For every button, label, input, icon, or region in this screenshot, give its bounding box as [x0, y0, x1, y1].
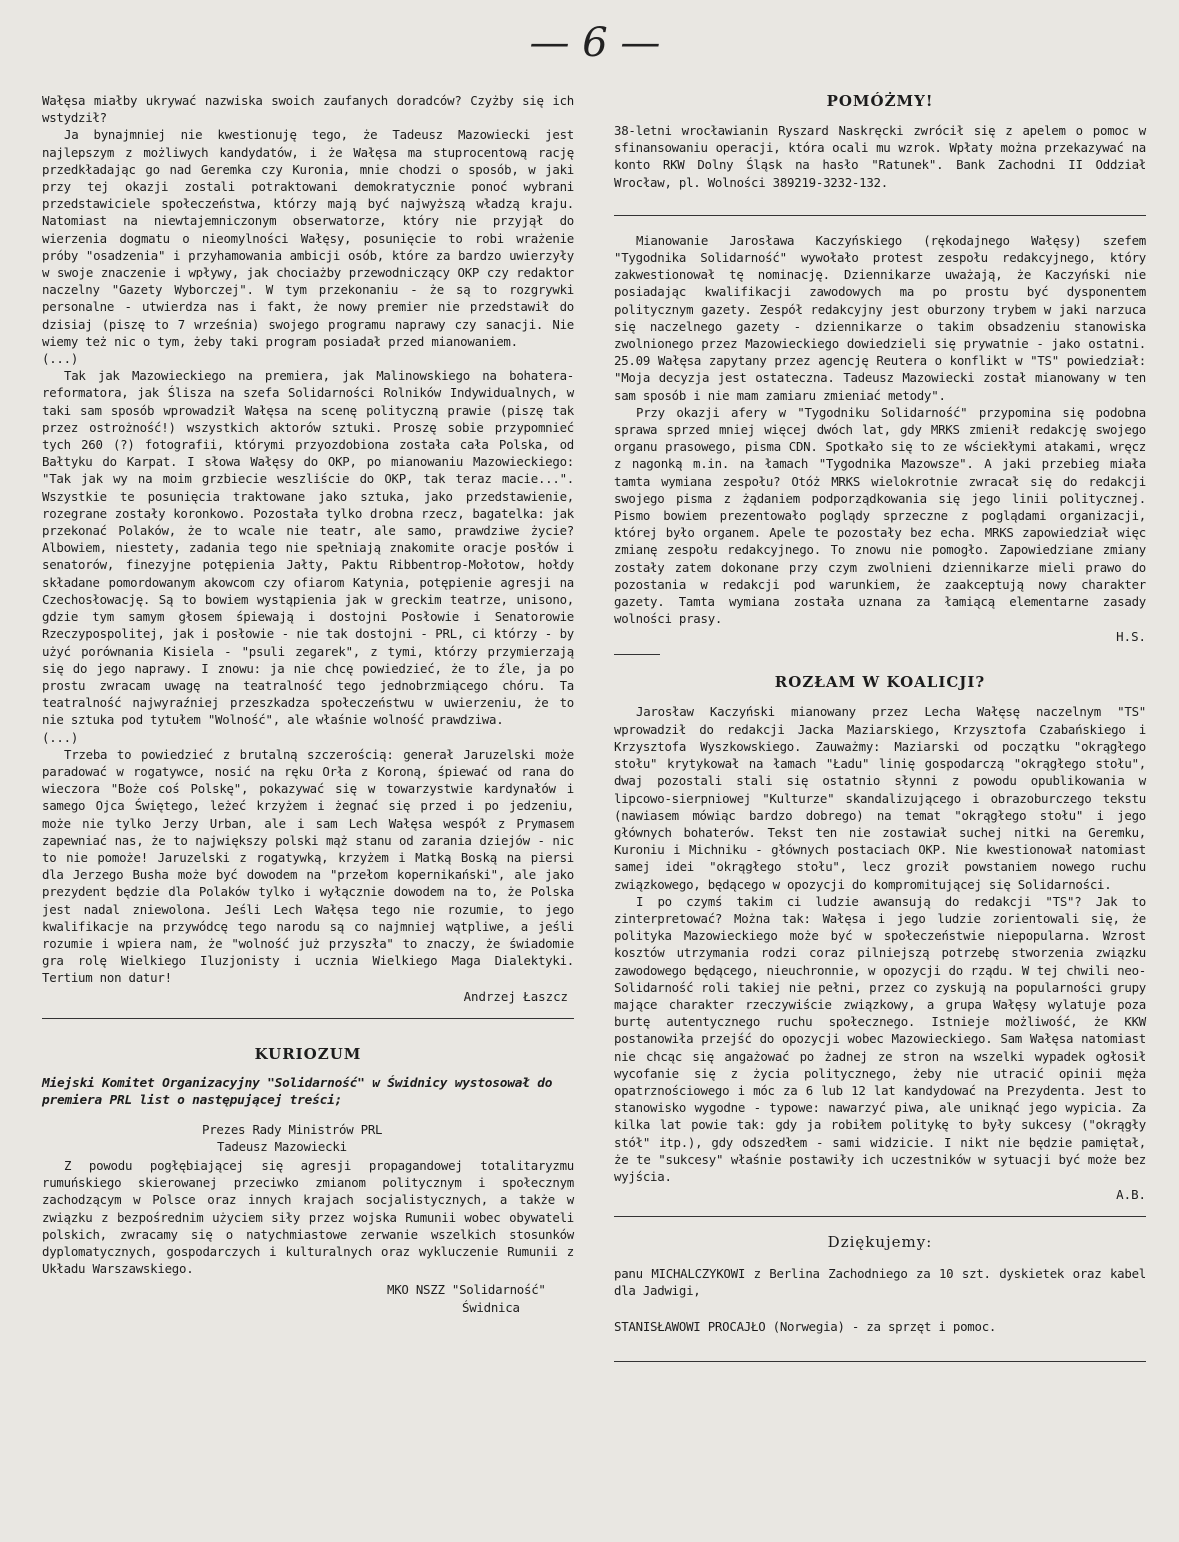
dziekujemy-line: STANISŁAWOWI PROCAJŁO (Norwegia) - za sprzęt i pomoc.	[614, 1318, 997, 1334]
kuriozum-addressee: Tadeusz Mazowiecki	[217, 1138, 347, 1154]
article-author: Andrzej Łaszcz	[463, 988, 568, 1004]
ts-author: H.S.	[1116, 629, 1146, 645]
article-ellipsis: (...)	[42, 351, 79, 367]
article-paragraph: Trzeba to powiedzieć z brutalną szczerością: generał Jaruzelski może paradować w rogatywce, nosić na ręku Orła z Koroną, śpiewać od rana do wieczora "Boże coś Polskę", pokazywać się w towarzystwie kardynałów i samego Ojca Świętego, leżeć krzyżem i żegnać się przed i po jedzeniu, może nie tylko Jerzy Urban, ale i sam Lech Wałęsa wespół z Prymasem zapewniać nas, że to największy polski mąż stanu od zarania dziejów - nic to nie pomoże! Jaruzelski z rogatywką, krzyżem i Matką Boską na piersi dla Jerzego Busha może być dowodem na "przełom kopernikański", ale jako prezydent będzie dla Polaków tylko i wyłącznie dowodem na to, że Polska jest nadal zniewolona. Jeśli Lech Wałęsa tego nie rozumie, to jego kwalifikacje na przywódcę tego narodu są co najmniej wątpliwe, a jeśli rozumie i wpiera nam, że "wolność już przyszła" to znaczy, że świadomie gra rolę Wielkiego Iluzjonisty i ucznia Wielkiego Maga Dialektyki. Tertium non datur!	[42, 746, 582, 986]
kuriozum-body: Z powodu pogłębiającej się agresji propagandowej totalitaryzmu rumuńskiego skierowanej przeciwko zmianom politycznym i społecznym zachodzącym w Polsce oraz innych krajach socjalistycznych, a także w związku z bezpośrednim użyciem siły przez wojska Rumunii wobec obywateli polskich, zwracamy się o natychmiastowe zerwanie wszelkich stosunków dyplomatycznych, gospodarczych i kulturalnych oraz wykluczenie Rumunii z Układu Warszawskiego.	[42, 1157, 582, 1277]
rozlam-heading: ROZŁAM W KOALICJI?	[774, 673, 986, 692]
divider	[614, 1361, 1146, 1362]
dziekujemy-heading: Dziękujemy:	[827, 1233, 933, 1252]
divider-short	[614, 654, 660, 655]
right-column	[614, 92, 1154, 1362]
kuriozum-intro: Miejski Komitet Organizacyjny "Solidarność" w Świdnicy wystosował do premiera PRL list o następującej treści;	[42, 1075, 553, 1108]
article-ellipsis: (...)	[42, 729, 79, 745]
divider	[42, 1018, 574, 1019]
pomozmy-body: 38-letni wrocławianin Ryszard Naskręcki zwrócił się z apelem o pomoc w sfinansowaniu operacji, która ocali mu wzrok. Wpłaty można przekazywać na konto RKW Dolny Śląsk na hasło "Ratunek". Bank Zachodni II Oddział Wrocław, pl. Wolności 389219-3232-132.	[614, 123, 1154, 190]
ts-paragraph: Przy okazji afery w "Tygodniku Solidarność" przypomina się podobna sprawa sprzed mniej więcej dwóch lat, gdy MRKS zmienił redakcję swojego organu prasowego, pisma CDN. Spotkało się to ze wściekłymi atakami, wręcz z nagonką m.in. na łamach "Tygodnika Mazowsze". A jaki przebieg miała tamta wymiana zespołu? Otóż MRKS wielokrotnie zwracał się do redakcji swojego pisma z żądaniem podporządkowania się jego linii politycznej. Pismo bowiem prezentowało poglądy sprzeczne z poglądami organizacji, której było organem. Apele te pozostały bez echa. MRKS zapowiedział więc zmianę zespołu redakcyjnego. To znowu nie pomogło. Zapowiedziane zmiany zostały zatem dokonane przy czym zwolnieni dziennikarze mieli prawo do pozostania w redakcji pod warunkiem, że zaakceptują nowy charakter gazety. Tamta wymiana została uznana za łamiącą elementarne zasady wolności prasy.	[614, 404, 1154, 627]
ts-paragraph: Mianowanie Jarosława Kaczyńskiego (rękodajnego Wałęsy) szefem "Tygodnika Solidarność" wywołało protest zespołu redakcyjnego, który zakwestionował tę nominację. Dziennikarze uważają, że Kaczyński nie posiadając kwalifikacji zawodowych ma po prostu być dysponentem politycznym gazety. Zespół redakcyjny jest oburzony trybem w jaki narzuca się naczelnego gazety - dziennikarze o takim obsadzeniu stanowiska zwolnionego przez Mazowieckiego dowiedzieli się prywatnie - jako ostatni. 25.09 Wałęsa zapytany przez agencję Reutera o konflikt w "TS" powiedział: "Moja decyzja jest ostateczna. Tadeusz Mazowiecki został mianowany w ten sam sposób i nie mam zamiaru zmieniać metody".	[614, 232, 1154, 403]
divider	[614, 1216, 1146, 1217]
divider	[614, 215, 1146, 216]
kuriozum-heading: KURIOZUM	[254, 1044, 362, 1063]
rozlam-paragraph: Jarosław Kaczyński mianowany przez Lecha Wałęsę naczelnym "TS" wprowadził do redakcji Jacka Maziarskiego, Krzysztofa Czabańskiego i Krzysztofa Wyszkowskiego. Zauważmy: Maziarski od początku "okrągłego stołu" krytykował na łamach "Ładu" linię gospodarczą "okrągłego stołu", dwaj pozostali stali się ostatnio słynni z powodu opublikowania w lipcowo-sierpniowej "Kulturze" skandalizującego i obrazoburczego tekstu (nawiasem mówiąc bardzo dobrego) na temat "okrągłego stołu" i jego głównych bohaterów. Tekst ten nie zostawiał suchej nitki na Geremku, Kuroniu i Michniku - głównych postaciach OKP. Nie kwestionował natomiast samej idei "okrągłego stołu", lecz groził powstaniem nowego ruchu związkowego, będącego w opozycji do kompromitującej się Solidarności.	[614, 704, 1154, 892]
article-paragraph: Tak jak Mazowieckiego na premiera, jak Malinowskiego na bohatera-reformatora, jak Ślisza na szefa Solidarności Rolników Indywidualnych, w taki sam sposób wprowadził Wałęsa na scenę polityczną prawie (piszę tak przez ostrożność!) wszystkich aktorów sztuki. Proszę sobie przypomnieć tych 260 (?) fotografii, którymi przyozdobiona została cała Polska, od Bałtyku do Karpat. I słowa Wałęsy do OKP, po mianowaniu Mazowieckiego: "Tak jak wy na moim grzbiecie weszliście do OKP, tak teraz macie...". Wszystkie te posunięcia traktowane jako sztuka, jako przedstawienie, rozegrane zostały koronkowo. Pozostała tylko drobna rzecz, bagatelka: jak przekonać Polaków, że to wcale nie teatr, ale samo, prawdziwe życie? Albowiem, niestety, zadania tego nie spełniają znakomite oracje posłów i senatorów, finezyjne potępienia Jałty, Paktu Ribbentrop-Mołotow, hołdy składane pomordowanym akowcom czy ofiarom Katynia, potępienie agresji na Czechosłowację. Są to bowiem wystąpienia jak w greckim teatrze, unisono, gdzie tym samym głosem śpiewają i dostojni Posłowie i Senatorowie Rzeczypospolitej, jak i posłowie - nie tak dostojni - PRL, ci którzy - by użyć porównania Kisiela - "psuli zegarek", z tymi, którzy przymierzają się do jego naprawy. I znowu: ja nie chcę powiedzieć, że to źle, ja po prostu zwracam uwagę na teatralność tego jednobrzmiącego chóru. Ta teatralność najwyraźniej przeszkadza społeczeństwu w uwierzeniu, że to nie sztuka pod tytułem "Wolność", ale właśnie wolność prawdziwa.	[42, 368, 582, 728]
article-paragraph: Wałęsa miałby ukrywać nazwiska swoich zaufanych doradców? Czyżby się ich wstydził?	[42, 93, 582, 126]
kuriozum-signature: MKO NSZZ "Solidarność"	[387, 1282, 546, 1298]
pomozmy-heading: POMÓŻMY!	[826, 92, 934, 110]
left-column	[42, 92, 582, 1316]
page-number: — 6 —	[529, 20, 661, 66]
kuriozum-signature-place: Świdnica	[462, 1299, 520, 1315]
article-paragraph: Ja bynajmniej nie kwestionuję tego, że Tadeusz Mazowiecki jest najlepszym z możliwych kandydatów, i że Wałęsa ma stuprocentową rację przedkładając go nad Geremka czy Kuronia, mnie chodzi o sposób, w jaki przy tej okazji zostali potraktowani demokratycznie ponoć wybrani przedstawiciele społeczeństwa, którzy mają być najwyższą władzą kraju. Natomiast na niewtajemniczonym obserwatorze, który nie przyjął do wierzenia dogmatu o nieomylności Wałęsy, posunięcie to robi wrażenie próby "osadzenia" i przyhamowania ambicji osób, które za bardzo uwierzyły w swoje znaczenie i wpływy, jak chociażby przewodniczący OKP czy redaktor naczelny "Gazety Wyborczej". W tym przekonaniu - że są to rozgrywki personalne - utwierdza nas i fakt, że nowy premier nie przedstawił do dzisiaj (piszę to 7 września) swojego programu naprawy czy sanacji. Nie wiemy też nic o tym, żeby taki program posiadał przed mianowaniem.	[42, 127, 582, 349]
rozlam-paragraph: I po czymś takim ci ludzie awansują do redakcji "TS"? Jak to zinterpretować? Można tak: Wałęsa i jego ludzie zorientowali się, że polityka Mazowieckiego może być w społeczeństwie niepopularna. Wzrost kosztów utrzymania rodzi coraz pilniejszą potrzebę stworzenia związku zawodowego będącego, nieuchronnie, w opozycji do rządu. W tej chwili neo-Solidarność roli takiej nie pełni, przez co zyskują na popularności grupy mające charakter rzeczywiście związkowy, a grupa Wałęsy wylatuje poza burtę autentycznego ruchu społecznego. Istnieje możliwość, że KKW postanowiła przejść do opozycji wobec Mazowieckiego. Sam Wałęsa natomiast nie chcąc się angażować po żadnej ze stron na wszelki wypadek ogłosił wycofanie się z życia politycznego, żeby nie utracić opinii męża opatrznościowego i móc za 6 lub 12 lat kandydować na Prezydenta. Jest to stanowisko wygodne - typowe: nawarzyć piwa, ale uniknąć jego wypicia. Za kilka lat powie tak: gdy ja robiłem politykę to były sukcesy ("okrągły stół" itp.), gdy odszedłem - sami widzicie. I nikt nie będzie pamiętał, że te "sukcesy" właśnie postawiły ich uczestników w sytuacji być może bez wyjścia.	[614, 893, 1154, 1184]
rozlam-author: A.B.	[1116, 1187, 1146, 1203]
kuriozum-addressee: Prezes Rady Ministrów PRL	[202, 1121, 383, 1137]
dziekujemy-line: panu MICHALCZYKOWI z Berlina Zachodniego za 10 szt. dyskietek oraz kabel dla Jadwigi,	[614, 1266, 1154, 1299]
